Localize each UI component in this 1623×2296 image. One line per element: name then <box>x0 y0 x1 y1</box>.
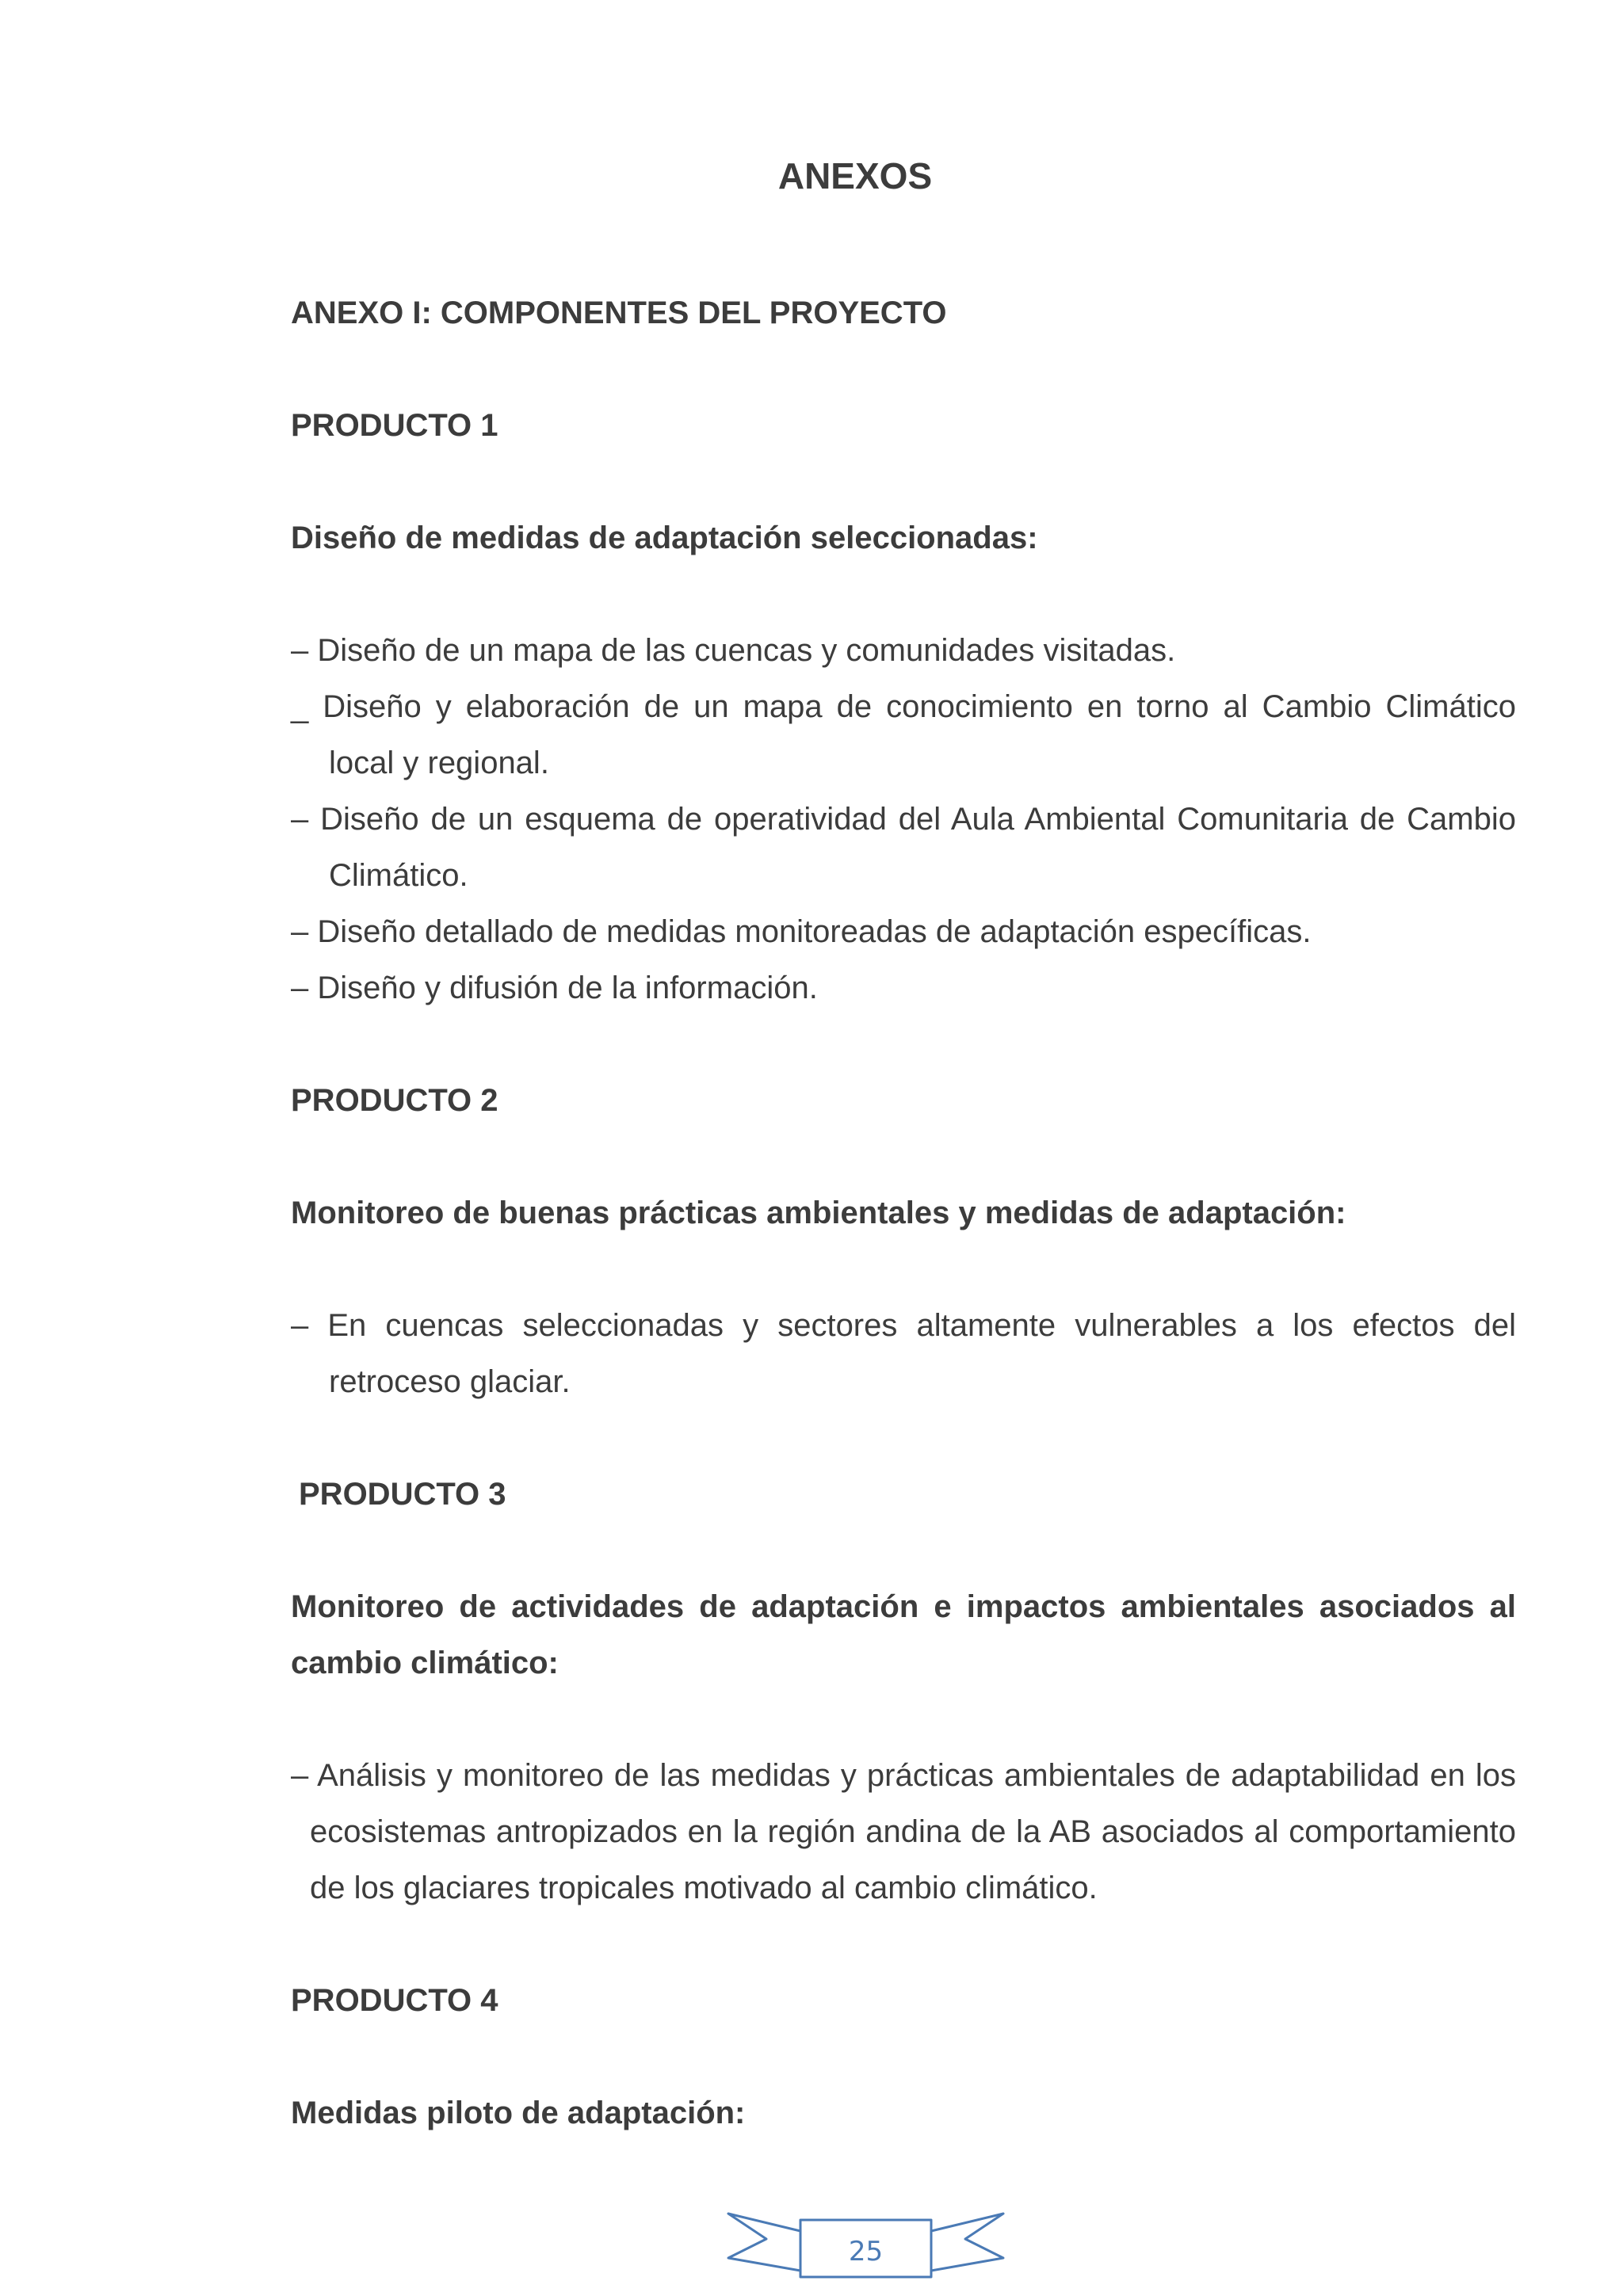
product-3-label: PRODUCTO 3 <box>299 1477 506 1512</box>
annex-heading: ANEXO I: COMPONENTES DEL PROYECTO <box>291 296 947 330</box>
page-number: 25 <box>848 2236 884 2267</box>
product-4-section <box>291 1973 1516 2142</box>
page-number-ribbon <box>725 2203 1006 2282</box>
list-item: – En cuencas seleccionadas y sectores altamente vulnerables a los efectos del retroceso glaciar. <box>291 1308 1516 1399</box>
product-1-label: PRODUCTO 1 <box>291 408 498 443</box>
product-2-label: PRODUCTO 2 <box>291 1083 498 1118</box>
product-4-subtitle: Medidas piloto de adaptación: <box>291 2096 746 2130</box>
list-item: – Diseño de un mapa de las cuencas y comunidades visitadas. <box>291 633 1176 668</box>
product-1-list <box>291 623 1516 1016</box>
product-4-label: PRODUCTO 4 <box>291 1983 498 2018</box>
product-2-list <box>291 1298 1516 1410</box>
document-body <box>291 285 1516 2198</box>
product-3-subtitle: Monitoreo de actividades de adaptación e impactos ambientales asociados al cambio climático: <box>291 1589 1516 1680</box>
product-3-list <box>291 1748 1516 1917</box>
product-2-subtitle: Monitoreo de buenas prácticas ambientales y medidas de adaptación: <box>291 1196 1346 1230</box>
list-item: – Diseño detallado de medidas monitoreadas de adaptación específicas. <box>291 914 1312 949</box>
list-item: – Diseño de un esquema de operatividad del Aula Ambiental Comunitaria de Cambio Climático. <box>291 802 1516 893</box>
product-2-section <box>291 1073 1516 1466</box>
product-1-section <box>291 398 1516 1073</box>
product-1-subtitle: Diseño de medidas de adaptación seleccionadas: <box>291 521 1038 555</box>
list-item: _ Diseño y elaboración de un mapa de conocimiento en torno al Cambio Climático local y regional. <box>291 689 1516 780</box>
list-item: – Diseño y difusión de la información. <box>291 971 818 1005</box>
product-3-section <box>291 1466 1516 1973</box>
page-title: ANEXOS <box>777 155 933 196</box>
list-item: – Análisis y monitoreo de las medidas y prácticas ambientales de adaptabilidad en los ecosistemas antropizados en la región andina de la AB asociados al comportamiento de los glaciares tropicales motivado al cambio climático. <box>291 1758 1516 1905</box>
